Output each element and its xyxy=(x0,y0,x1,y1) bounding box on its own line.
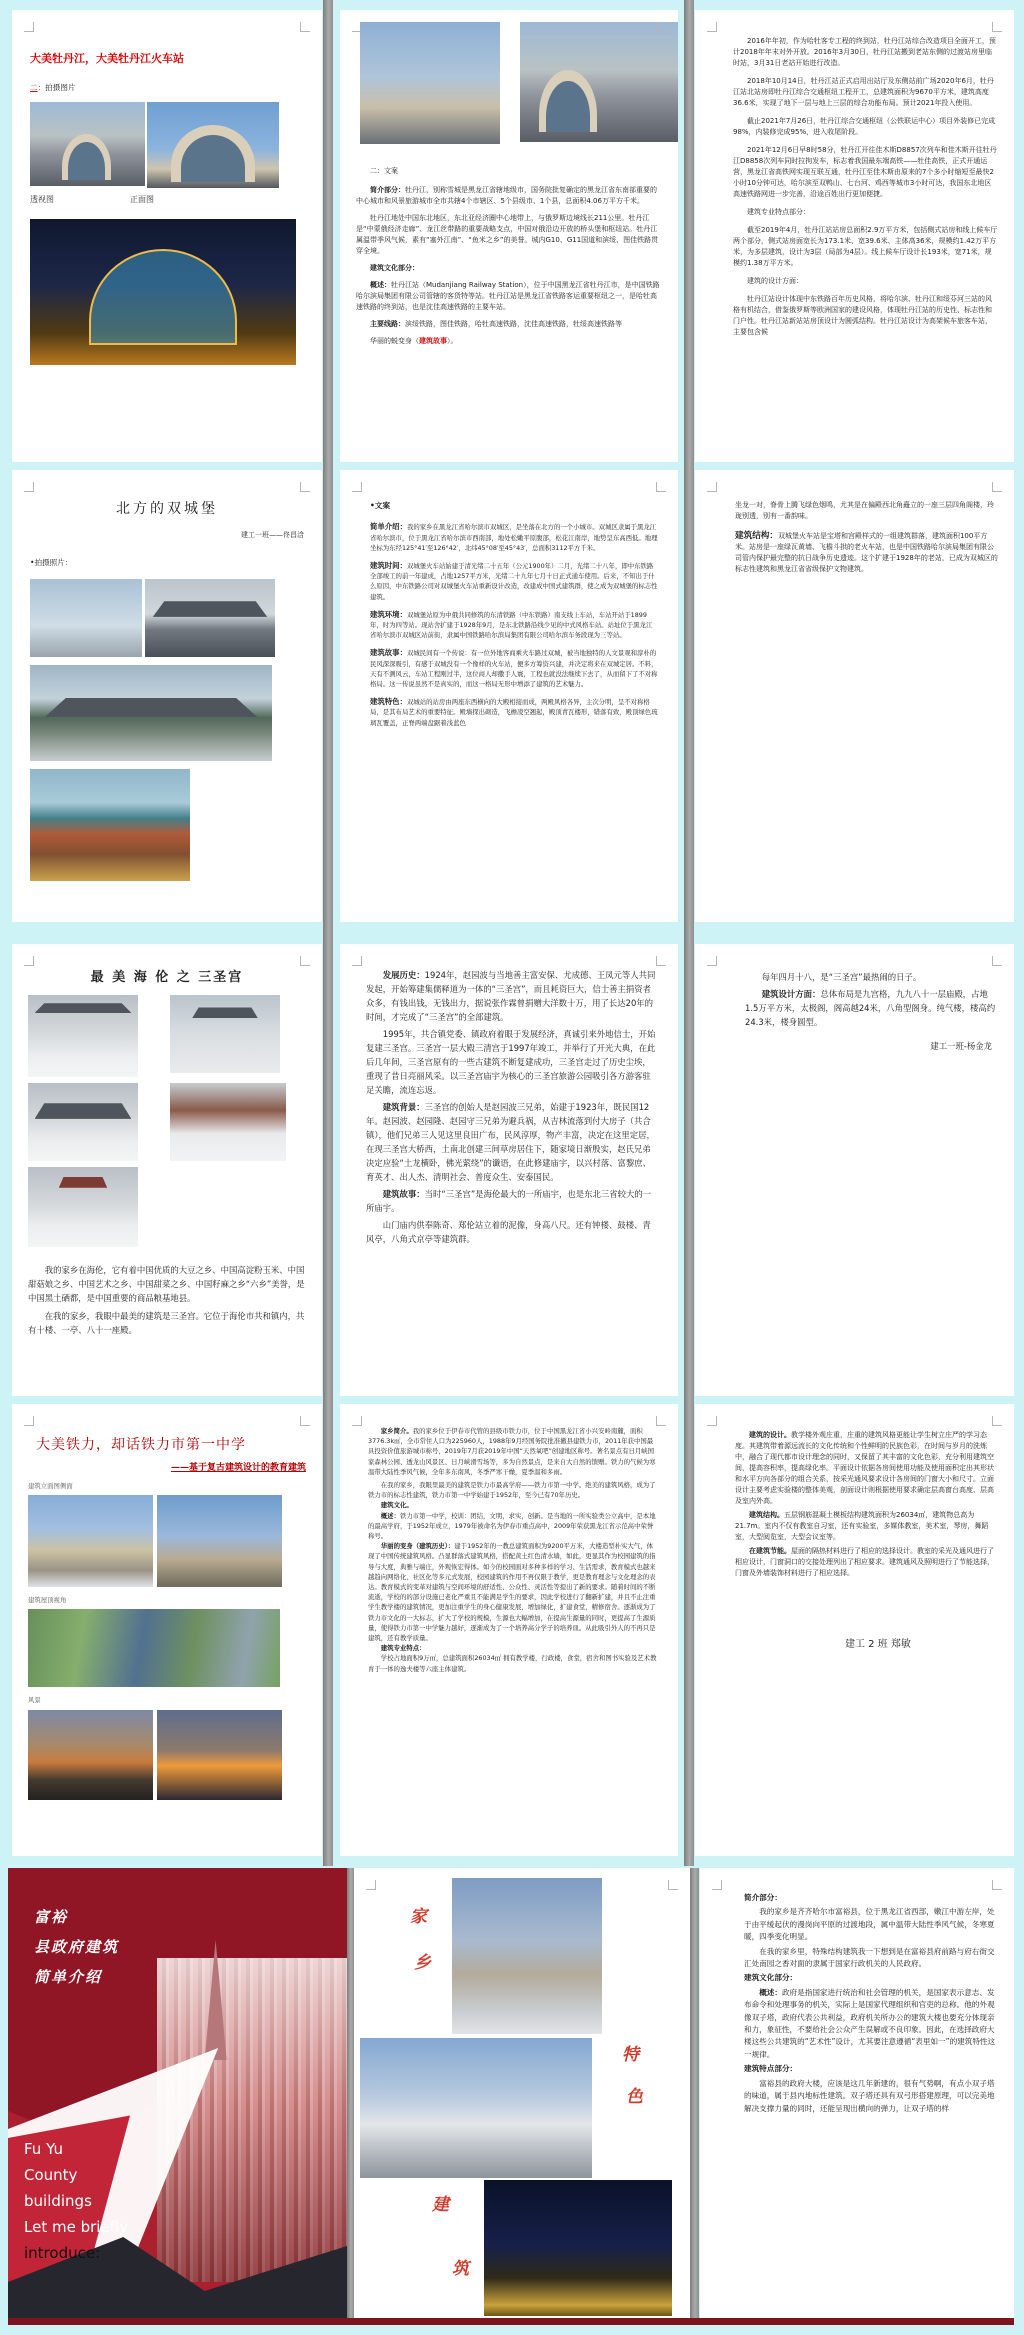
page-title: 大美牡丹江，大美牡丹江火车站 xyxy=(30,52,184,65)
photo-red-temple[interactable] xyxy=(170,1083,286,1161)
page-subtitle: ——基于复古建筑设计的教育建筑 xyxy=(170,1463,306,1473)
bottom-red-strip xyxy=(8,2318,1014,2325)
paragraph-overview: 概述：铁力市第一中学，校训：团结，文明，求实，创新。是当地的一所实验类公立高中，是本地的最高学府，于1952年成立，1979年被命名为伊春市重点高中，2009年荣获黑龙江省示范高中荣誉称号。 xyxy=(368,1511,656,1541)
slide-title-line: 简单介绍 xyxy=(34,1968,103,1986)
photos-label-scenery: 风景 xyxy=(28,1696,41,1705)
paragraph-time: 建筑时间：双城堡火车站始建于清光绪二十五年（公元1900年）二月，光绪二十八年，即中东铁路全部竣工的前一年建成，占地1257平方米，光绪二十九年七月十日正式通车使用。后来，不知出于什么原因，中东铁路公司对双城堡火车站重新设计改造，改建成中国式建筑群，使之成为双城堡的标志性建筑。 xyxy=(370,561,658,601)
photos-label-roof: 建筑屋顶视角 xyxy=(28,1596,67,1605)
photos-label: •拍摄照片： xyxy=(30,558,73,567)
slide-title-english xyxy=(24,2136,128,2266)
scrollbar[interactable] xyxy=(323,0,333,1866)
paragraph-hometown: 我的家乡是齐齐哈尔市富裕县，位于黑龙江省西部，嫩江中游左岸，处于由平缓起伏的漫岗向平原的过渡地段，属中温带大陆性季风气候，冬寒夏暖，四季变化明显。 xyxy=(744,1907,995,1942)
photo-station-night[interactable] xyxy=(30,219,296,365)
section-heading: •文案 xyxy=(370,501,391,510)
paragraph-lines: 主要线路：滨绥铁路，图佳铁路，哈牡高速铁路，沈佳高速铁路，牡绥高速铁路等 xyxy=(370,320,622,328)
doc4-page1[interactable] xyxy=(12,1404,322,1856)
doc3-page2[interactable] xyxy=(340,944,678,1396)
paragraph-best-building: 在我的家乡，我眼中最美的建筑是三圣宫。它位于海伦市共和镇内，共有十楼、一亭、八十一座殿。 xyxy=(28,1311,305,1335)
photo-gov-building-winter[interactable] xyxy=(452,1878,602,2034)
section-heading: 二：拍摄图片 xyxy=(30,83,76,92)
section-label: 建筑文化部分： xyxy=(370,264,419,272)
section-label-features: 建筑特点部分： xyxy=(744,2064,798,2074)
paragraph-geo: 牡丹江地处中国东北地区，东北亚经济圈中心地带上，与俄罗斯边境线长211公里。牡丹江是“中蒙俄经济走廊”、龙江丝带路的重要战略支点，中国对俄沿边开放的桥头堡和枢纽站。牡丹江属温带季风气候，素有“塞外江南”、“鱼米之乡”的美誉。城内G10、G11国道和滨绥、图佳铁路贯穿全境。 xyxy=(356,214,659,255)
slide-en-line: County xyxy=(24,2166,78,2184)
doc4-page3[interactable] xyxy=(695,1404,1014,1856)
paragraph-story: 建筑故事：当时“三圣宫”是海伦最大的一所庙宇，也是东北三省较大的一所庙宇。 xyxy=(366,1189,652,1213)
paragraph-design: 建筑设计方面：总体布局是九宫格，九九八十一层庙殿，占地1.5万平方米，太极阁，阁高越24米，八角型阁身。纯气楼，楼高约24.3米，楼身圆型。 xyxy=(745,989,996,1027)
paragraph-energy: 在建筑节能。屋面的隔热材料进行了相应的选择设计。教室的采光及通风进行了相应设计，门窗洞口的交接处理列出了相应要求。建筑通风及照明进行了节能选择，门窗及外墙装饰材料进行了相应选择。 xyxy=(735,1547,994,1577)
photo-station-front[interactable] xyxy=(147,102,279,188)
doc1-page1[interactable] xyxy=(12,10,322,462)
photo-pavilion[interactable] xyxy=(28,1167,138,1247)
paragraph-background: 建筑背景：三圣宫的创始人是赵园波三兄弟，始建于1923年，既民国12年。赵园波、赵园隆、赵园守三兄弟为避兵祸，从吉林流落到付大房子（共合镇），他们兄弟三人见这里良田广布，民风淳厚，物产丰富，决定在这里定居，在现三圣宫大桥西，土南北创建三间草房居住下，随家境日渐殷实，赵氏兄弟决定应验“土龙横卧，佛光萦绕”的谶语，在此修建庙宇，以兴村落、富黎庶、育英才、出人杰、清明社会、普度众生、安泰国民。 xyxy=(366,1102,655,1182)
section-label-features: 建筑专业特点： xyxy=(380,1644,426,1653)
paragraph-features: 富裕县的政府大楼，应该是这几年新建的，很有气势啊，有点小双子塔的味道，属于县内地标性建筑。双子塔还具有双弓形搭建原理，可以完美地解决支撑力量的同时，还能呈现出横向的弹力，让双子塔的样 xyxy=(744,2078,995,2113)
section-label-intro: 简介部分： xyxy=(744,1893,782,1902)
doc5-photos-page[interactable] xyxy=(354,1868,690,2318)
calligraphy-char: 筑 xyxy=(452,2259,469,2279)
paragraph-campus: 学校占地面积9万㎡，总建筑面积26034㎡ 拥有教学楼，行政楼，食堂，宿舍和图书实验及艺术教育于一体的逸夫楼等六座主体建筑。 xyxy=(368,1654,657,1673)
slide-title-line: 县政府建筑 xyxy=(34,1938,120,1956)
paragraph-shanmen: 山门庙内供奉陈奇、郑伦站立着的泥像，身高八尺。还有钟楼、鼓楼、青风亭，八角式京亭等建筑群。 xyxy=(366,1220,651,1244)
byline: 建工 2 班 郑敏 xyxy=(845,1639,911,1650)
slide-title-chinese xyxy=(34,1902,119,1992)
photo-station-trackside[interactable] xyxy=(30,665,272,761)
section-label-culture: 建筑文化。 xyxy=(380,1501,413,1510)
photo-stone-gate[interactable] xyxy=(28,995,138,1077)
paragraph: 2018年10月14日，牡丹江站正式启用出站厅及东侧站前广场2020年6月，牡丹江站北站房即牡丹江综合交通枢纽工程开工，总建筑面积为9670平方米，建筑高度36.6米，实现了地下一层与地上三层的综合功能布局。预计2021年投入使用。 xyxy=(733,77,994,107)
calligraphy-char: 建 xyxy=(432,2195,449,2215)
calligraphy-char: 特 xyxy=(622,2045,639,2065)
photo-temple-wall[interactable] xyxy=(28,1083,138,1161)
section-label-culture: 建筑文化部分： xyxy=(744,1973,798,1983)
paragraph-history: 华丽的变身（建筑历史）：建于1952年的一教总建筑面积为9200平万米，大楼造型朴实大气，体现了中国传统建筑风格。凸显群落式建筑风格，搭配黄土红色清水墙，如此，更显其作为校园建筑的指导与大度，典雅与端庄，外观恢宏得体。如今的校园面对多种多样的学习、生活需求，教育模式也越来越趋向网络化、社区化等多元式发展，校园建筑的作用不再仅限于教学，更是教育理念与文化理念的表达。教育模式的变革对建筑与空间环境的舒适性、公众性、灵活性等提出了新的要求。随着时间的不断流逝，学校的的部分设施已老化严重且不能满足学生的要求，因此学校进行了翻新扩建，并且不止注重学生教学楼的建筑情况，更加注重学生的身心健康发展，增加绿化，扩建食堂，精修宿舍。逐渐成为了铁力市文化的一大标志，扩大了学校的规模，生源也大幅增加，在提高生源量的同时，更提高了生源质量，使得铁力市第一中学魅力越好，逐渐成为了一个培养高分学子的培养皿。从此吸引外人的不再只是建筑，还有教学质量。 xyxy=(368,1542,656,1643)
photo-station-aerial[interactable] xyxy=(30,102,145,186)
paragraph-1995: 1995年，共合镇党委、镇政府着眼于发展经济，真诚引来外地信士，开始复建三圣宫。三圣宫一层大殿三清宫于1997年竣工，并举行了开光大典，在此后几年间，三圣宫原有的一些古建筑不断复建成功，三圣宫走过了历史尘埃，重现了昔日亮丽风采。以三圣宫庙宇为核心的三圣宫旅游公园吸引各方游客驻足关瞻，流连忘返。 xyxy=(366,1029,656,1095)
paragraph-structure: 建筑结构。五层钢筋混凝土模板结构建筑面积为26034㎡，建筑物总高为21.7m。室内不仅有教室自习室，还有实验室，多媒体教室，美术室，琴房，舞蹈室，大型阅览室，大型会议室等。 xyxy=(735,1511,989,1541)
byline: 建工一班——佟昌浛 xyxy=(241,531,304,539)
paragraph-structure: 建筑结构：双城堡火车站是宝塔和宫殿样式的一组建筑群落，建筑面积100平方米。站房是一座绿瓦黄墙、飞檐斗拱的老火车站，也是中国铁路哈尔滨局集团有限公司管内保护最完整的抗日战争历史遗迹。这个扩建于1928年的老站，已成为双城区的标志性建筑和黑龙江省省级保护文物建筑。 xyxy=(735,531,998,573)
photo-school-front[interactable] xyxy=(28,1495,153,1587)
doc5-title-slide[interactable] xyxy=(8,1868,347,2318)
doc1-page2[interactable] xyxy=(340,10,678,462)
photo-station-closeup[interactable] xyxy=(360,22,500,144)
doc2-page2[interactable] xyxy=(340,470,678,922)
calligraphy-char: 色 xyxy=(626,2087,643,2107)
photo-station-bw[interactable] xyxy=(145,579,275,657)
section-heading: 二：文案 xyxy=(370,167,398,175)
photo-campus-aerial[interactable] xyxy=(28,1609,280,1687)
paragraph: 2021年12月6日早8时58分，牡丹江开往佳木斯D8857次列车和佳木斯开往牡丹江D8858次列车同时拉拘发车，标志着我国最东端高铁——牡佳高铁，正式开通运营，黑龙江省高铁网实现互联互通，牡丹江至佳木斯由原来的7个多小时缩短至最快2小时10分钟可达，哈尔滨至双鸭山、七台河、鸡西等城市3小时可达，我国东北地区高速铁路网进一步完善，沿途百姓出行更加便捷。 xyxy=(733,146,997,198)
doc3-page1[interactable] xyxy=(12,944,322,1396)
photo-caption-right: 正面图 xyxy=(130,195,154,205)
page-title: 最 美 海 伦 之 三圣宫 xyxy=(90,970,244,985)
doc2-page3[interactable] xyxy=(695,470,1014,922)
story-highlight: 建筑故事 xyxy=(419,337,447,345)
slide-en-line: Let me briefly xyxy=(24,2218,128,2236)
photo-sky[interactable] xyxy=(30,579,142,657)
paragraph: 截止2021年7月26日，牡丹江综合交通枢纽（公铁联运中心）项目外装修已完成98%，内装修完成95%，进入收尾阶段。 xyxy=(733,117,996,136)
slide-title-line: 富裕 xyxy=(34,1908,69,1926)
paragraph-school-intro: 在我的家乡，我眼里最美的建筑是铁力市最高学府——铁力市第一中学。绝美的建筑风格，成为了铁力市的标志性建筑，铁力市第一中学始建于1952年，至今已有70年历史。 xyxy=(368,1481,656,1500)
photo-temple-gate[interactable] xyxy=(30,769,190,881)
paragraph-intro: 简介部分：牡丹江，别称雪城是黑龙江省辖地级市，国务院批复确定的黑龙江省东南部重要的中心城市和风景旅游城市全市共辖4个市辖区、5个县级市、1个县，总面积4.06万平方千米。 xyxy=(356,186,657,205)
slide-en-line: buildings xyxy=(24,2192,92,2210)
photo-station-roof-aerial[interactable] xyxy=(520,22,678,142)
paragraph-overview: 概述：政府是指国家进行统治和社会管理的机关，是国家表示意志、发布命令和处理事务的机关，实际上是国家代理组织和官吏的总称。他的外观像双子塔，政府代表公共利益，政府机关所办公的建筑大楼也要充分体现亲和力，象征性，不要给社会公众产生误解或不良印象。因此，在选择政府大楼这些公共建筑的“艺术性”设计，尤其要注意遵循“表里如一”的建筑特性这一规律。 xyxy=(744,1987,996,2059)
paragraph-history: 发展历史：1924年，赵园波与当地善主富安保、尤成德、王凤元等人共同发起，开始筹建集儒释道为一体的“三圣宫”，而且耗资巨大，信士善主捐资者众多，有钱出钱，无钱出力，据说张作霖曾捐赠大洋数十万，用了长达20年的时间，才完成了“三圣宫”的全部建筑。 xyxy=(366,970,656,1022)
slide-en-line: Fu Yu xyxy=(24,2140,64,2158)
photo-school-tower[interactable] xyxy=(157,1495,282,1587)
paragraph-continued: 坐龙一对，脊骨上腾飞绿色烟鸣，尤其是在偏殿西北角矗立的一座三层四角阁楼，玲珑别透，别有一番韵味。 xyxy=(735,501,994,520)
paragraph-story: 华丽的蜕变身（建筑故事）。 xyxy=(370,337,458,345)
photo-gov-building-night[interactable] xyxy=(484,2180,672,2316)
doc1-page3[interactable] xyxy=(695,10,1014,462)
calligraphy-char: 家 xyxy=(410,1907,427,1927)
doc2-page1[interactable] xyxy=(12,470,322,922)
photo-gov-building-modern[interactable] xyxy=(360,2038,592,2178)
page-title: 大美铁力，却话铁力市第一中学 xyxy=(36,1437,246,1453)
slide-en-line-introduce: introduce: xyxy=(24,2244,101,2262)
scrollbar[interactable] xyxy=(684,0,694,1866)
doc3-page3[interactable] xyxy=(695,944,1014,1396)
scrollbar[interactable] xyxy=(690,1868,699,2325)
paragraph-hometown: 我的家乡在海伦，它有着中国优质的大豆之乡、中国高淀粉玉米、中国甜菇娘之乡、中国艺术之乡、中国甜菜之乡、中国籽麻之乡“六乡”美誉，是中国黑土硒都，是中国重要的商品粮基地县。 xyxy=(28,1265,305,1303)
paragraph: 截至2019年4月，牡丹江站站房总面积2.9万平方米，包括侧式站房和线上候车厅两个部分，侧式站房面宽长为173.1米、宽39.6米、主体高36米，规模约1.42万平方米，为多层建筑，设计为3层（局部为4层）。线上候车厅设计长193米，宽71米，规模约1.38万平方米。 xyxy=(733,226,998,267)
section-label: 建筑的设计方面： xyxy=(747,277,803,285)
photo-sunset[interactable] xyxy=(157,1710,282,1800)
paragraph: 2016年年初，作为哈牡客专工程的终到站，牡丹江站综合改造项目全面开工，预计2018年年末对外开放。2016年3月30日，牡丹江站搬到老站东侧的过渡站房里临时站，3月31日老站开始进行改造。 xyxy=(733,37,996,67)
paragraph-story: 建筑故事：双城民间有一个传说：有一位外地客商乘火车路过双城，被当地独特的人文景观和淳朴的民风深深吸引，有感于双城没有一个像样的火车站，便多方筹资兴建，并决定将来在双城定居。不料，天有不测风云，车站工程刚过半，这位商人却撒手人寰，工程也就没法继续下去了，从而留下了不对称格局。这一传说虽然不是真实的，而这一格局无形中增添了建筑的艺术魅力。 xyxy=(370,648,658,689)
photo-caption-left: 透视图 xyxy=(30,195,54,205)
paragraph-overview: 概述：牡丹江站（Mudanjiang Railway Station），位于中国黑龙江省牡丹江市，是中国铁路哈尔滨局集团有限公司管辖的客货特等站。牡丹江站是黑龙江省铁路客运重要枢纽之一，是哈牡高速铁路的终到站，也是沈佳高速铁路的主要车站。 xyxy=(356,281,660,311)
doc5-text-page[interactable] xyxy=(700,1868,1014,2318)
paragraph: 牡丹江站设计体现中东铁路百年历史风格，将哈尔滨、牡丹江和绥芬河三站的风格有机结合，借鉴俄罗斯等欧洲国家的建设风格，体现牡丹江站的历史性、标志性和门户性。牡丹江站新站站房顶设计为圆弧结构。牡丹江站设计为高架候车旅客车站，主要包含候 xyxy=(733,295,992,336)
scrollbar[interactable] xyxy=(347,1868,354,2325)
doc4-page2[interactable] xyxy=(340,1404,678,1856)
section-label: 建筑专业特点部分： xyxy=(747,208,810,216)
photos-label-elevation: 建筑立面图侧面 xyxy=(28,1482,73,1490)
paragraph-features: 建筑特色：双城站的站房由两座东西横向的大殿相接而成，两殿风格各异，主次分明，呈不对称格局，是其布局艺术的重要特征。殿墙探出砌造，飞檐凌空翘起，殿顶青瓦楼形，错落有致，殿顶绿色琉璃瓦覆盖，正脊两端盘踞着浅蓝色 xyxy=(370,697,658,727)
page-title: 北方的双城堡 xyxy=(116,501,218,517)
byline: 建工一班-杨金龙 xyxy=(930,1041,992,1051)
paragraph-environment: 建筑环境：双城堡站原为中俄共同修筑的东清铁路（中东铁路）南支线上车站，车站开站于1899年，时为四等站。现站舍扩建于1928年9月，是东北铁路沿线少见的中式风格车站。站址位于黑龙江省哈尔滨市双城区站前街，隶属中国铁路哈尔滨局集团有限公司哈尔滨车务段现为三等站。 xyxy=(370,609,653,640)
paragraph-design: 建筑的设计。教学楼外观庄重，庄重的建筑风格更能让学生树立庄严的学习态度。其建筑带着源远流长的文化传统和个性鲜明的民族色彩，在时间与岁月的洗炼中，融合了现代都市设计理念的同时，又保留了其丰富的文化色彩，充分利用建筑空间，提高容积率，提高绿化率。平面设计依据各房间使用功能及使用面积定出其形状和水平方向各部分的组合关系，按采光通风要求设计各房间的门窗大小和尺寸。立面设计主要考虑实验楼的整体美观，剖面设计则根据使用要求确定层高窗台高度、层高及室内外高。 xyxy=(735,1431,994,1505)
paragraph-special-building: 在我的家乡里，特殊结构建筑我一下想到是在富裕县府前路与府右街交汇处南园之香对面的隶属于国家行政机关的人民政府。 xyxy=(744,1946,995,1969)
photo-pavilion-sunset[interactable] xyxy=(28,1710,153,1800)
calligraphy-char: 乡 xyxy=(414,1953,431,1973)
paragraph-intro: 简单介绍：我的家乡在黑龙江省哈尔滨市双城区，是坐落在北方的一个小城市。双城区隶属于黑龙江省哈尔滨市，位于黑龙江省哈尔滨市西南部，地处松嫩平原腹部，松花江南岸，地势呈东高西低。地理坐标为东经125°41′至126°42′，北纬45°08′至45°43′，总面积3112平方千米。 xyxy=(370,522,658,552)
photo-archway-road[interactable] xyxy=(170,995,280,1073)
paragraph-festival: 每年四月十八，是“三圣宫”最热闹的日子。 xyxy=(761,972,922,982)
paragraph-hometown: 家乡简介。我的家乡位于伊春市代管的县级市铁力市，位于中国黑龙江省小兴安岭南麓，面积3776.3k㎡，全市常住人口为225960人，1988年9月经国务院批准撤县建铁力市，2011年获中国最具投资价值旅游城市称号，2019年7月获2019年中国“天然氧吧”创建地区称号。著名景点有日月峡国家森林公园、透龙山风景区、日月峡滑雪场等，多为自然景点，是来自大自然的馈赠。铁力的气候为寒温带大陆性季风气候，全年多东南风，冬季严寒干燥，夏季温和多雨。 xyxy=(368,1427,656,1476)
